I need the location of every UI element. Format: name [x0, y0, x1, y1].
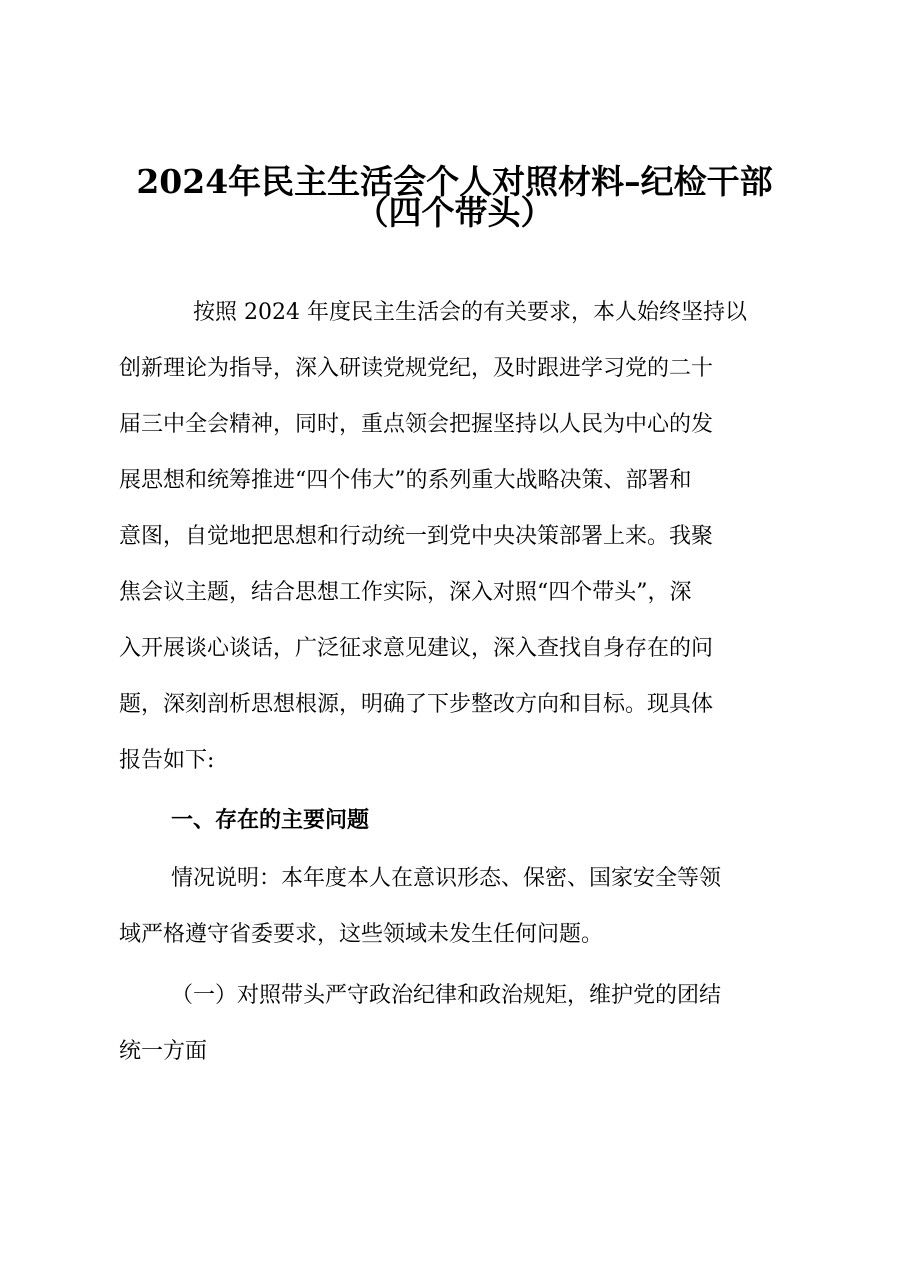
subsection1-line1: （一）对照带头严守政治纪律和政治规矩，维护党的团结 [171, 983, 722, 1008]
paragraph2-line1: 情况说明：本年度本人在意识形态、保密、国家安全等领 [171, 866, 722, 891]
section1-heading: 一、存在的主要问题 [171, 808, 370, 833]
paragraph1-line9: 报告如下: [119, 748, 215, 773]
paragraph1-line7: 入开展谈心谈话，广泛征求意见建议，深入查找自身存在的问 [119, 636, 714, 661]
paragraph1-line8: 题，深刻剖析思想根源，明确了下步整改方向和目标。现具体 [119, 692, 714, 717]
paragraph1-line5: 意图，自觉地把思想和行动统一到党中央决策部署上来。我聚 [119, 524, 714, 549]
paragraph1-line1: 按照 2024 年度民主生活会的有关要求，本人始终坚持以 [193, 300, 747, 325]
subsection1-line2: 统一方面 [119, 1039, 208, 1064]
document-title-line1: 2024年民主生活会个人对照材料–纪检干部 [136, 162, 773, 201]
paragraph1-line3: 届三中全会精神，同时，重点领会把握坚持以人民为中心的发 [119, 412, 714, 437]
document-title-line2: （四个带头） [355, 193, 554, 232]
paragraph1-line4: 展思想和统筹推进“四个伟大”的系列重大战略决策、部署和 [119, 468, 692, 493]
paragraph1-line6: 焦会议主题，结合思想工作实际，深入对照“四个带头”，深 [119, 580, 692, 605]
paragraph2-line2: 域严格遵守省委要求，这些领域未发生任何问题。 [119, 922, 604, 947]
paragraph1-line2: 创新理论为指导，深入研读党规党纪，及时跟进学习党的二十 [119, 356, 714, 381]
